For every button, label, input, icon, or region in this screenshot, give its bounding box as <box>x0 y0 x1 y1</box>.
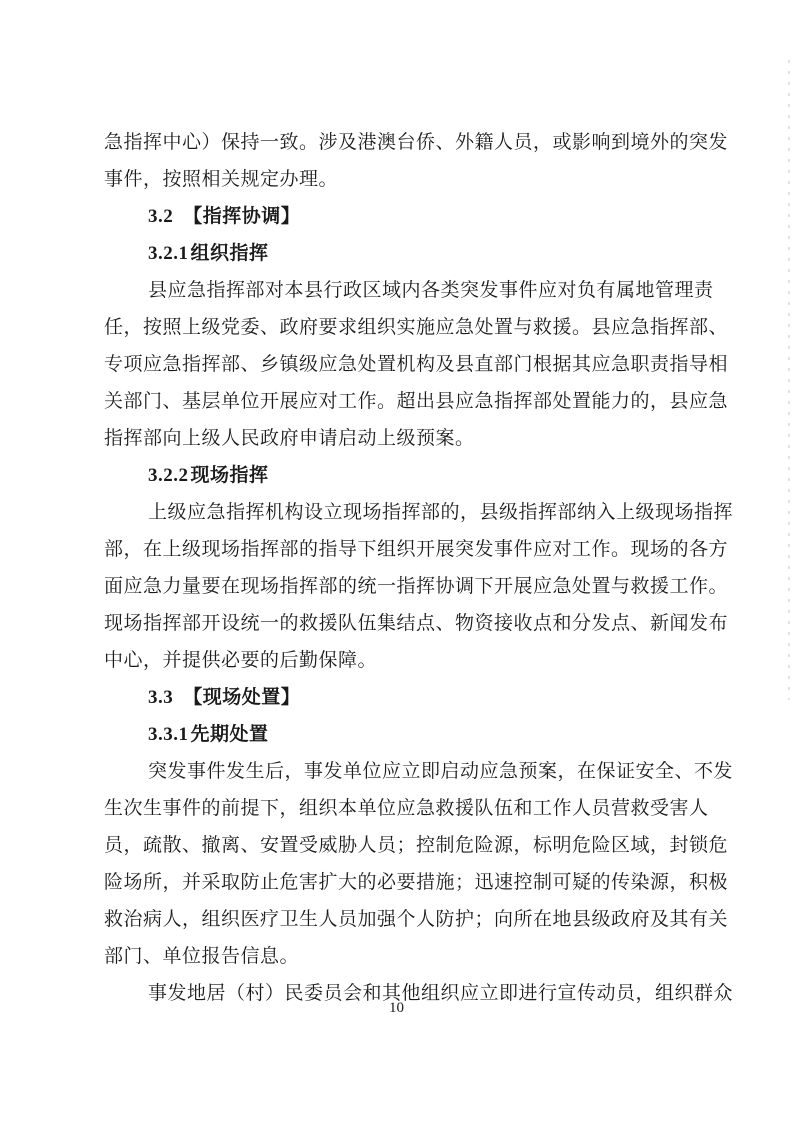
section-heading-3-2-1 <box>104 235 704 272</box>
section-number: 3.2.1 <box>148 243 189 264</box>
body-line: 中心，并提供必要的后勤保障。 <box>104 649 378 671</box>
body-line: 员，疏散、撤离、安置受威胁人员；控制危险源，标明危险区域，封锁危 <box>104 834 729 856</box>
paragraph-first-line: 上级应急指挥机构设立现场指挥部的，县级指挥部纳入上级现场指挥 <box>148 501 734 523</box>
body-line: 事件，按照相关规定办理。 <box>104 168 339 190</box>
section-heading-3-3 <box>104 679 704 716</box>
body-line: 救治病人，组织医疗卫生人员加强个人防护；向所在地县级政府及其有关 <box>104 908 729 930</box>
section-number: 3.2.2 <box>148 465 189 486</box>
body-line: 专项应急指挥部、乡镇级应急处置机构及县直部门根据其应急职责指导相 <box>104 353 729 375</box>
body-line: 指挥部向上级人民政府申请启动上级预案。 <box>104 427 475 449</box>
document-body <box>104 124 734 1012</box>
body-line: 部，在上级现场指挥部的指导下组织开展突发事件应对工作。现场的各方 <box>104 538 729 560</box>
body-line: 面应急力量要在现场指挥部的统一指挥协调下开展应急处置与救援工作。 <box>104 575 729 597</box>
section-title: 【现场处置】 <box>183 686 301 708</box>
section-heading-3-2 <box>104 198 704 235</box>
section-title: 现场指挥 <box>190 464 269 486</box>
section-heading-3-3-1 <box>104 716 704 753</box>
body-line: 任，按照上级党委、政府要求组织实施应急处置与救援。县应急指挥部、 <box>104 316 729 338</box>
body-line: 关部门、基层单位开展应对工作。超出县应急指挥部处置能力的，县应急 <box>104 390 729 412</box>
section-heading-3-2-2 <box>104 457 704 494</box>
section-number: 3.3.1 <box>148 724 189 745</box>
paragraph-first-line: 县应急指挥部对本县行政区域内各类突发事件应对负有属地管理责 <box>148 279 714 301</box>
section-number: 3.3 <box>148 687 174 708</box>
body-line: 现场指挥部开设统一的救援队伍集结点、物资接收点和分发点、新闻发布 <box>104 612 729 634</box>
page-number: 10 <box>389 1000 404 1016</box>
paragraph-first-line: 事发地居（村）民委员会和其他组织应立即进行宣传动员，组织群众 <box>148 982 734 1004</box>
section-title: 组织指挥 <box>190 242 269 264</box>
body-line: 急指挥中心）保持一致。涉及港澳台侨、外籍人员，或影响到境外的突发 <box>104 131 729 153</box>
section-title: 先期处置 <box>190 723 269 745</box>
scan-edge-artifact <box>788 60 790 700</box>
body-line: 险场所，并采取防止危害扩大的必要措施；迅速控制可疑的传染源，积极 <box>104 871 729 893</box>
section-number: 3.2 <box>148 206 174 227</box>
paragraph-first-line: 突发事件发生后，事发单位应立即启动应急预案，在保证安全、不发 <box>148 760 734 782</box>
section-title: 【指挥协调】 <box>183 205 301 227</box>
body-line: 部门、单位报告信息。 <box>104 945 300 967</box>
body-line: 生次生事件的前提下，组织本单位应急救援队伍和工作人员营救受害人 <box>104 797 709 819</box>
